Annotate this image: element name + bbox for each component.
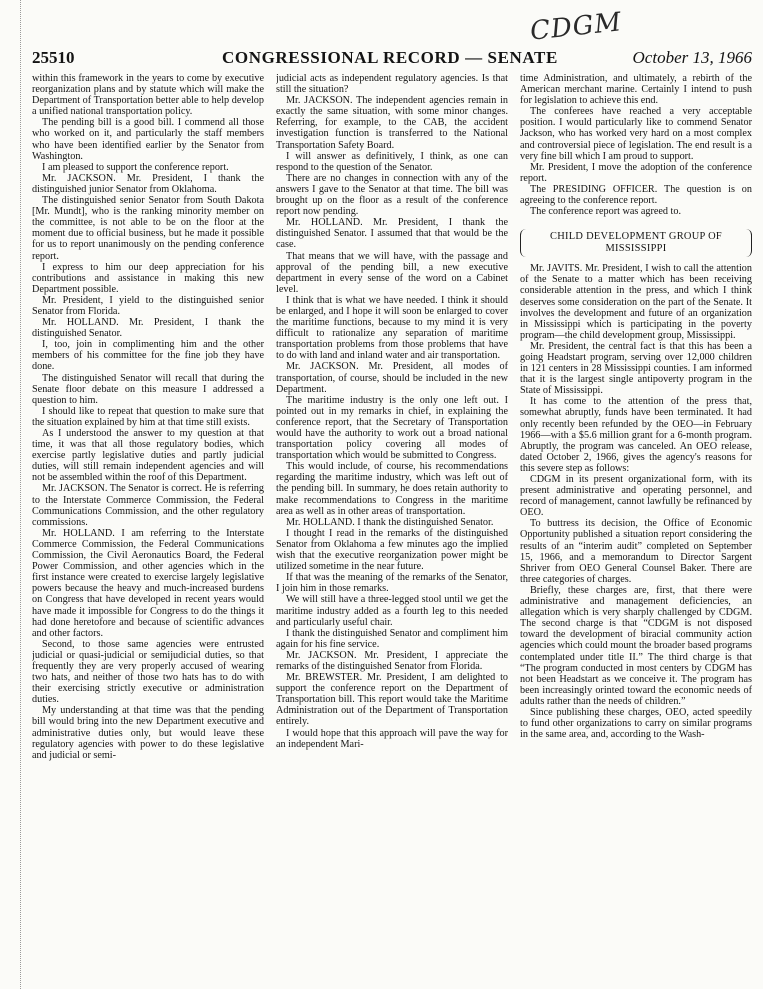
- paragraph: If that was the meaning of the remarks of the Senator, I join him in those remarks.: [276, 572, 508, 595]
- paragraph: Mr. JACKSON. Mr. President, I thank the distinguished junior Senator from Oklahoma.: [32, 172, 264, 195]
- paragraph: I thought I read in the remarks of the distinguished Senator from Oklahoma a few minutes ago the implied wish that the executive reorganization power might be utilized sometime in the near future.: [276, 527, 508, 573]
- journal-title: CONGRESSIONAL RECORD — SENATE: [222, 48, 558, 67]
- paragraph: There are no changes in connection with any of the answers I gave to the Senator at that time. The bill was brought up on the floor as a result of the conference report now pending.: [276, 172, 508, 218]
- column-left: [32, 73, 264, 988]
- paragraph: Mr. President, I move the adoption of the conference report.: [520, 161, 752, 184]
- paragraph: Mr. HOLLAND. Mr. President, I thank the distinguished Senator. I assumed that that would be the case.: [276, 217, 508, 251]
- paragraph: It has come to the attention of the press that, somewhat abruptly, funds have been terminated. It had only recently been refunded by the OEO—in February 1966—with a $5.6 million grant for a 6-month program. Abruptly, the program was canceled. An OEO release, dated October 2, 1966, gives the agency's reasons for this severe step as follows:: [520, 396, 752, 474]
- paragraph: Mr. JAVITS. Mr. President, I wish to call the attention of the Senate to a matter which has been receiving considerable attention in the press, and which I think deserves some consideration on the part of the Senate. It involves the development and future of an organization in Mississippi which is participating in the poverty program—the child development group, Mississippi.: [520, 263, 752, 341]
- paragraph: judicial acts as independent regulatory agencies. Is that still the situation?: [276, 73, 508, 96]
- paragraph: The maritime industry is the only one left out. I pointed out in my remarks in chief, in explaining the conference report, that the Secretary of Transportation would have the authority to work out a broad national transportation policy covering all modes of transportation which would be submitted to Congress.: [276, 394, 508, 462]
- page-number: 25510: [32, 48, 75, 67]
- block-quote: CDGM in its present organizational form, with its present administrative and operating personnel, and record of management, cannot lawfully be refinanced by OEO.: [520, 474, 752, 519]
- column-right: [520, 73, 752, 988]
- paragraph: time Administration, and ultimately, a rebirth of the American merchant marine. Certainly I intend to push for legislation to achieve this end.: [520, 73, 752, 107]
- paragraph: Briefly, these charges are, first, that there were administrative and management deficiencies, an allegation which is very sharply challenged by CDGM. The second charge is that “CDGM is not disposed toward the development of biracial community action agencies which could mount the broader based programs contemplated under title II.” The third charge is that “The program conducted in most centers by CDGM has not been Headstart as we conceive it. The program has been increasingly orinted toward the economic needs of adults rather than the needs of children.”: [520, 584, 752, 707]
- paragraph: My understanding at that time was that the pending bill would bring into the new Department executive and administrative duties only, but would leave these regulatory agencies with power to do these legislative and judicial or semi-: [32, 705, 264, 761]
- paragraph: The PRESIDING OFFICER. The question is on agreeing to the conference report.: [520, 183, 752, 207]
- column-middle: [276, 73, 508, 988]
- paragraph: Mr. HOLLAND. Mr. President, I thank the distinguished Senator.: [32, 317, 264, 340]
- paragraph: I am pleased to support the conference report.: [42, 161, 229, 173]
- handwritten-annotation: CDGM: [528, 7, 624, 47]
- paragraph: The conference report was agreed to.: [530, 206, 682, 218]
- paragraph: Mr. JACKSON. The independent agencies remain in exactly the same situation, with some minor changes. Referring, for example, to the CAB, the accident investigation function is transferred to the National Transportation Safety Board.: [276, 95, 508, 151]
- paragraph: Mr. President, the central fact is that this has been a going Headstart program, serving over 12,000 children in 121 centers in 28 Mississippi counties. I am informed that it is the largest single antipoverty program in the State of Mississippi.: [520, 340, 752, 397]
- paragraph: The distinguished Senator will recall that during the Senate floor debate on this measure I addressed a question to him.: [32, 372, 264, 406]
- issue-date: October 13, 1966: [632, 48, 752, 67]
- masthead: [32, 48, 752, 72]
- paragraph: I should like to repeat that question to make sure that the situation explained by him at that time still exists.: [32, 405, 264, 428]
- paragraph: I, too, join in complimenting him and the other members of his committee for the fine job they have done.: [32, 339, 264, 373]
- paragraph: Mr. JACKSON. Mr. President, all modes of transportation, of course, should be included in the new Department.: [276, 361, 508, 395]
- paragraph: We will still have a three-legged stool until we get the maritime industry added as a fourth leg to this needed and particularly useful chair.: [276, 594, 508, 628]
- paragraph: I thank the distinguished Senator and compliment him again for his fine service.: [276, 627, 508, 650]
- paragraph: Second, to those same agencies were entrusted judicial or quasi-judicial or semijudicial duties, so that frequently they are very properly accused of wearing two hats, and neither of those two hats has to do with their exercising strictly executive or administration duties.: [32, 638, 264, 706]
- paragraph: That means that we will have, with the passage and approval of the pending bill, a new executive department in every sense of the word on a Cabinet level.: [276, 250, 508, 295]
- paragraph: Mr. JACKSON. The Senator is correct. He is referring to the Interstate Commerce Commission, the Federal Communications Commission, and the other regulatory commissions.: [32, 483, 264, 528]
- paragraph: As I understood the answer to my question at that time, it was that all those regulatory bodies, which exercise partly legislative duties and partly judicial duties, will still remain independent agencies and will not be assembled within the roof of this Department.: [32, 428, 264, 484]
- section-heading: CHILD DEVELOPMENT GROUP OF MISSISSIPPI: [520, 229, 752, 257]
- paragraph: The conferees have reached a very acceptable position. I would particularly like to commend Senator Jackson, who has worked very hard on a most complex and controversial piece of legislation. The end result is a very fine bill which I am proud to support.: [520, 106, 752, 162]
- paragraph: Mr. President, I yield to the distinguished senior Senator from Florida.: [32, 294, 264, 317]
- paragraph: Mr. BREWSTER. Mr. President, I am delighted to support the conference report on the Department of Transportation bill. This report would take the Maritime Administration out of the Department of Transportation entirely.: [276, 672, 508, 728]
- paragraph: I express to him our deep appreciation for his contributions and assistance in making this new Department possible.: [32, 261, 264, 295]
- paragraph: The pending bill is a good bill. I commend all those who worked on it, and particularly the staff members who have been identified earlier by the Senator from Washington.: [32, 117, 264, 162]
- paragraph: I would hope that this approach will pave the way for an independent Mari-: [276, 727, 508, 750]
- paragraph: This would include, of course, his recommendations regarding the maritime industry, which was left out of the pending bill. In summary, he does retain authority to make recommendations to Congress in the maritime area as well as in other areas of transportation.: [276, 461, 508, 517]
- paragraph: Mr. HOLLAND. I thank the distinguished Senator.: [286, 516, 494, 528]
- scan-margin: [0, 0, 21, 989]
- paragraph: within this framework in the years to come by executive reorganization plans and by statute which will make the Department of Transportation better able to help develop a unified national transportation policy.: [32, 73, 264, 118]
- paragraph: Since publishing these charges, OEO, acted speedily to fund other organizations to carry on similar programs in the same area, and, according to the Wash-: [520, 706, 752, 741]
- paragraph: Mr. JACKSON. Mr. President, I appreciate the remarks of the distinguished Senator from Florida.: [276, 649, 508, 672]
- paragraph: The distinguished senior Senator from South Dakota [Mr. Mundt], who is the ranking minority member on the committee, is not able to be on the floor at the moment due to official business, but he made it possible for us to report unanimously on the pending conference report.: [32, 195, 264, 262]
- paragraph: To buttress its decision, the Office of Economic Opportunity published a situation report considering the results of an “interim audit” completed on September 15, 1966, and a memorandum to Director Sargent Shriver from OEO General Counsel Baker. There are three categories of charges.: [520, 518, 752, 585]
- paragraph: Mr. HOLLAND. I am referring to the Interstate Commerce Commission, the Federal Communications Commission, the Civil Aeronautics Board, the Federal Power Commission, and other agencies which in the first instance were created to exercise largely legislative powers because the heavy and much-increased burdens on Congress that have developed in recent years would have made it impossible for Congress to do the things it had done heretofore and because of scientific advances and other factors.: [32, 527, 264, 639]
- paragraph: I will answer as definitively, I think, as one can respond to the question of the Senator.: [276, 150, 508, 173]
- paragraph: I think that is what we have needed. I think it should be enlarged, and I hope it will soon be enlarged to cover the maritime functions, because to my mind it is very difficult to rationalize any separation of maritime transportation problems from those problems that have to do with land and inland water and air transportation.: [276, 294, 508, 362]
